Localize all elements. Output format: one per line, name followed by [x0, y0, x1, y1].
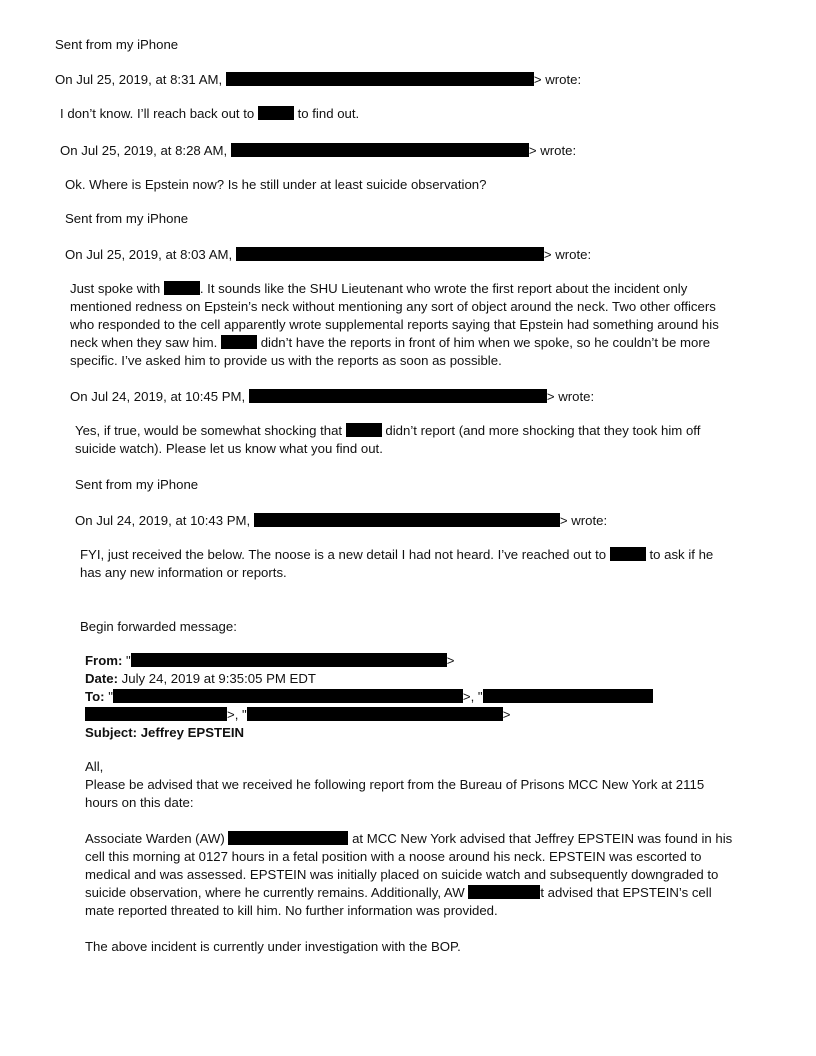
- reply-header: On Jul 25, 2019, at 8:03 AM, > wrote:: [65, 247, 592, 262]
- from-line: From: " >: [85, 653, 455, 668]
- to-line-continued: >, " >: [85, 706, 765, 724]
- message-text: I don’t know. I’ll reach back out to to find out.: [60, 106, 360, 121]
- forwarded-body-closing: The above incident is currently under investigation with the BOP.: [85, 939, 461, 954]
- message-text: Yes, if true, would be somewhat shocking that didn’t report (and more shocking that they took him off suicide watch). Please let us know what you find out.: [75, 423, 701, 456]
- redaction: [226, 72, 534, 86]
- redaction: [228, 831, 348, 845]
- message-text: Ok. Where is Epstein now? Is he still under at least suicide observation?: [65, 177, 487, 192]
- reply-header: On Jul 24, 2019, at 10:43 PM, > wrote:: [75, 513, 608, 528]
- reply-header: On Jul 25, 2019, at 8:31 AM, > wrote:: [55, 72, 582, 87]
- redaction: [131, 653, 447, 667]
- reply-header: On Jul 25, 2019, at 8:28 AM, > wrote:: [60, 143, 577, 158]
- reply-header: On Jul 24, 2019, at 10:45 PM, > wrote:: [70, 389, 595, 404]
- redaction: [236, 247, 544, 261]
- redaction: [249, 389, 547, 403]
- redaction: [483, 689, 653, 703]
- redaction: [221, 335, 257, 349]
- redaction: [231, 143, 529, 157]
- forwarded-label: Begin forwarded message:: [80, 619, 237, 634]
- redaction: [113, 689, 463, 703]
- redaction: [468, 885, 540, 899]
- forwarded-header: [85, 652, 765, 742]
- sent-from-iphone: Sent from my iPhone: [65, 211, 189, 226]
- redaction: [254, 513, 560, 527]
- subject-line: Subject: Jeffrey EPSTEIN: [85, 725, 245, 740]
- redaction: [247, 707, 503, 721]
- message-text: FYI, just received the below. The noose is a new detail I had not heard. I’ve reached out to to ask if he has any new information or reports.: [80, 547, 714, 580]
- to-line: To: " >, ": [85, 688, 765, 706]
- redaction: [164, 281, 200, 295]
- redaction: [346, 423, 382, 437]
- forwarded-body: All, Please be advised that we received he following report from the Bureau of Prisons MCC New York at 2115 hours on this date:: [85, 759, 705, 810]
- forwarded-body-report: Associate Warden (AW) at MCC New York advised that Jeffrey EPSTEIN was found in his cell this morning at 0127 hours in a fetal position with a noose around his neck. EPSTEIN was escorted to medical and was assessed. EPSTEIN was initially placed on suicide watch and subsequently downgraded to suicide observation, where he currently remains. Additionally, AW t advised that EPSTEIN’s cell mate reported threated to kill him. No further information was provided.: [85, 831, 733, 918]
- date-line: Date: July 24, 2019 at 9:35:05 PM EDT: [85, 671, 316, 686]
- redaction: [85, 707, 227, 721]
- redaction: [258, 106, 294, 120]
- sent-from-iphone: Sent from my iPhone: [75, 477, 199, 492]
- message-text: Just spoke with . It sounds like the SHU Lieutenant who wrote the first report about the incident only mentioned redness on Epstein’s neck without mentioning any sort of object around the neck. Two other officers who responded to the cell apparently wrote supplemental reports saying that Epstein had something around his neck when they saw him. didn’t have the reports in front of him when we spoke, so he couldn’t be more specific. I’ve asked him to provide us with the reports as soon as possible.: [70, 281, 719, 368]
- sent-from-iphone: Sent from my iPhone: [55, 37, 179, 52]
- redaction: [610, 547, 646, 561]
